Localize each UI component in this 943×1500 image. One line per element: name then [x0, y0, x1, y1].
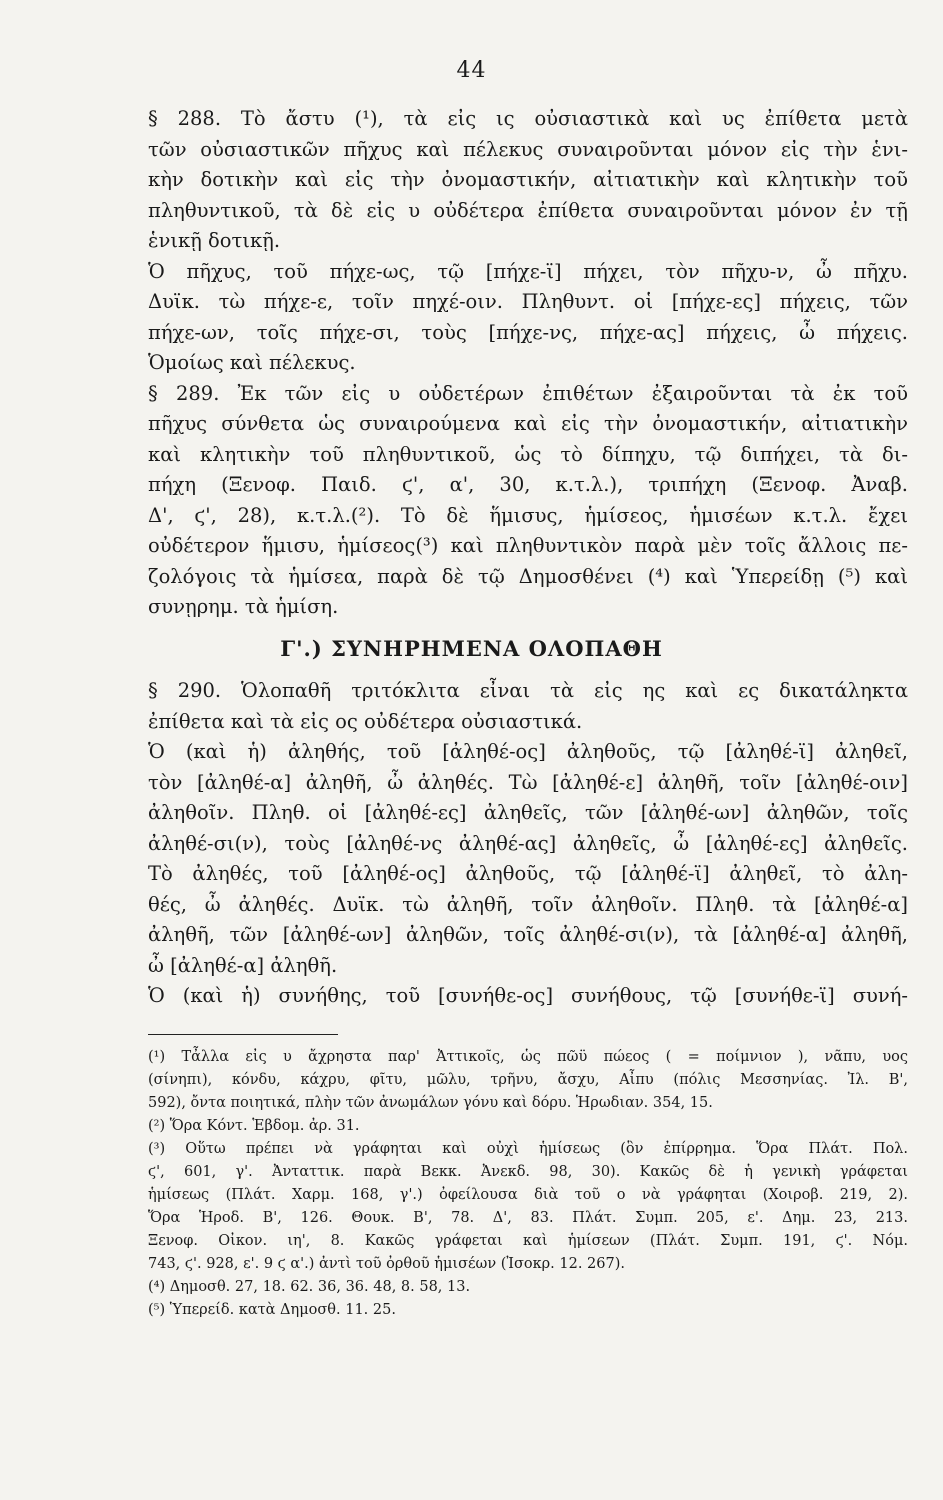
- footnote-line: (³) Οὕτω πρέπει νὰ γράφηται καὶ οὐχὶ ἡμίσεως (ὃν ἐπίρρημα. Ὅρα Πλάτ. Πολ.: [148, 1141, 908, 1157]
- footnote-divider: [148, 1034, 338, 1035]
- text-line: ὦ [ἀληθέ-α] ἀληθῆ.: [148, 953, 338, 977]
- text-line: πληθυντικοῦ, τὰ δὲ εἰς υ οὐδέτερα ἐπίθετα συναιροῦνται μόνον ἐν τῇ: [148, 198, 908, 222]
- footnote-line: ἡμίσεως (Πλάτ. Χαρμ. 168, γ'.) ὀφείλουσα διὰ τοῦ ο νὰ γράφηται (Χοιροβ. 219, 2).: [148, 1187, 908, 1203]
- footnote-line: Ὅρα Ἡροδ. Β', 126. Θουκ. Β', 78. Δ', 83. Πλάτ. Συμπ. 205, ε'. Δημ. 23, 213.: [148, 1210, 908, 1226]
- text-line: ζολόγοις τὰ ἡμίσεα, παρὰ δὲ τῷ Δημοσθένει (⁴) καὶ Ὑπερείδῃ (⁵) καὶ: [148, 564, 908, 588]
- page-number: 44: [456, 58, 487, 83]
- text-line: οὐδέτερον ἥμισυ, ἡμίσεος(³) καὶ πληθυντικὸν παρὰ μὲν τοῖς ἄλλοις πε-: [148, 534, 908, 557]
- text-line: Ὁ (καὶ ἡ) συνήθης, τοῦ [συνήθε-ος] συνήθους, τῷ [συνήθε-ϊ] συνή-: [148, 984, 908, 1007]
- text-line: τῶν οὐσιαστικῶν πῆχυς καὶ πέλεκυς συναιροῦνται μόνον εἰς τὴν ἑνι-: [148, 137, 908, 161]
- footnote-line: (σίνηπι), κόνδυ, κάχρυ, φῖτυ, μῶλυ, τρῆνυ, ἄσχυ, Αἶπυ (πόλις Μεσσηνίας. Ἰλ. Β',: [148, 1072, 908, 1088]
- section-heading: Γ'.) ΣΥΝΗΡΗΜΕΝΑ ΟΛΟΠΑΘΗ: [280, 636, 663, 661]
- footnote-line: (⁴) Δημοσθ. 27, 18. 62. 36, 36. 48, 8. 58, 13.: [148, 1279, 471, 1295]
- text-line: καὶ κλητικὴν τοῦ πληθυντικοῦ, ὡς τὸ δίπηχυ, τῷ διπήχει, τὰ δι-: [148, 442, 908, 466]
- footnote-line: Ξενοφ. Οἰκον. ιη', 8. Κακῶς γράφεται καὶ ἡμίσεων (Πλάτ. Συμπ. 191, ϛ'. Νόμ.: [148, 1233, 908, 1249]
- text-line: ἐπίθετα καὶ τὰ εἰς ος οὐδέτερα οὐσιαστικά.: [148, 709, 583, 733]
- footnotes: [148, 1046, 908, 1322]
- main-text: [148, 104, 908, 623]
- footnote-line: 743, ϛ'. 928, ε'. 9 ϛ α'.) ἀντὶ τοῦ ὀρθοῦ ἡμισέων (Ἰσοκρ. 12. 267).: [148, 1256, 625, 1272]
- section-text: [148, 676, 908, 1012]
- text-line: § 289. Ἐκ τῶν εἰς υ οὐδετέρων ἐπιθέτων ἐξαιροῦνται τὰ ἐκ τοῦ: [148, 381, 908, 405]
- footnote-line: (⁵) Ὑπερείδ. κατὰ Δημοσθ. 11. 25.: [148, 1302, 396, 1318]
- text-line: § 288. Τὸ ἄστυ (¹), τὰ εἰς ις οὐσιαστικὰ καὶ υς ἐπίθετα μετὰ: [148, 107, 908, 130]
- text-line: πήχε-ων, τοῖς πήχε-σι, τοὺς [πήχε-νς, πήχε-ας] πήχεις, ὦ πήχεις.: [148, 320, 908, 344]
- text-line: ἀληθοῖν. Πληθ. οἱ [ἀληθέ-ες] ἀληθεῖς, τῶν [ἀληθέ-ων] ἀληθῶν, τοῖς: [148, 801, 908, 824]
- footnote-line: ϛ', 601, γ'. Ἀνταττικ. παρὰ Βεκκ. Ἀνεκδ. 98, 30). Κακῶς δὲ ἡ γενικὴ γράφεται: [148, 1164, 908, 1180]
- text-line: Δυϊκ. τὼ πήχε-ε, τοῖν πηχέ-οιν. Πληθυντ. οἱ [πήχε-ες] πήχεις, τῶν: [148, 290, 908, 313]
- text-line: τὸν [ἀληθέ-α] ἀληθῆ, ὦ ἀληθές. Τὼ [ἀληθέ-ε] ἀληθῆ, τοῖν [ἀληθέ-οιν]: [148, 770, 908, 794]
- text-line: ἀληθῆ, τῶν [ἀληθέ-ων] ἀληθῶν, τοῖς ἀληθέ-σι(ν), τὰ [ἀληθέ-α] ἀληθῆ,: [148, 923, 908, 946]
- text-line: Ὁ πῆχυς, τοῦ πήχε-ως, τῷ [πήχε-ϊ] πήχει, τὸν πῆχυ-ν, ὦ πῆχυ.: [148, 259, 908, 283]
- text-line: § 290. Ὁλοπαθῆ τριτόκλιτα εἶναι τὰ εἰς ης καὶ ες δικατάληκτα: [148, 679, 908, 702]
- text-line: κὴν δοτικὴν καὶ εἰς τὴν ὀνομαστικήν, αἰτιατικὴν καὶ κλητικὴν τοῦ: [148, 168, 908, 191]
- text-line: πῆχυς σύνθετα ὡς συναιρούμενα καὶ εἰς τὴν ὀνομαστικήν, αἰτιατικὴν: [148, 412, 908, 435]
- footnote-line: (²) Ὅρα Κόντ. Ἑβδομ. ἀρ. 31.: [148, 1118, 360, 1134]
- text-line: Ὁμοίως καὶ πέλεκυς.: [148, 351, 356, 374]
- text-line: συνῃρημ. τὰ ἡμίση.: [148, 595, 339, 618]
- text-line: Τὸ ἀληθές, τοῦ [ἀληθέ-ος] ἀληθοῦς, τῷ [ἀληθέ-ϊ] ἀληθεῖ, τὸ ἀλη-: [148, 862, 908, 885]
- footnote-line: (¹) Τἆλλα εἰς υ ἄχρηστα παρ' Ἀττικοῖς, ὡς πῶϋ πώεος ( = ποίμνιον ), νᾶπυ, υος: [148, 1049, 908, 1065]
- text-line: Δ', ϛ', 28), κ.τ.λ.(²). Τὸ δὲ ἥμισυς, ἡμίσεος, ἡμισέων κ.τ.λ. ἔχει: [148, 503, 908, 527]
- footnote-line: 592), ὄντα ποιητικά, πλὴν τῶν ἀνωμάλων γόνυ καὶ δόρυ. Ἡρωδιαν. 354, 15.: [148, 1095, 713, 1111]
- text-line: θές, ὦ ἀληθές. Δυϊκ. τὼ ἀληθῆ, τοῖν ἀληθοῖν. Πληθ. τὰ [ἀληθέ-α]: [148, 892, 908, 916]
- text-line: ἑνικῇ δοτικῇ.: [148, 229, 281, 252]
- text-line: Ὁ (καὶ ἡ) ἀληθής, τοῦ [ἀληθέ-ος] ἀληθοῦς, τῷ [ἀληθέ-ϊ] ἀληθεῖ,: [148, 740, 908, 763]
- text-line: ἀληθέ-σι(ν), τοὺς [ἀληθέ-νς ἀληθέ-ας] ἀληθεῖς, ὦ [ἀληθέ-ες] ἀληθεῖς.: [148, 831, 908, 855]
- text-line: πήχη (Ξενοφ. Παιδ. ϛ', α', 30, κ.τ.λ.), τριπήχη (Ξενοφ. Ἀναβ.: [148, 473, 908, 496]
